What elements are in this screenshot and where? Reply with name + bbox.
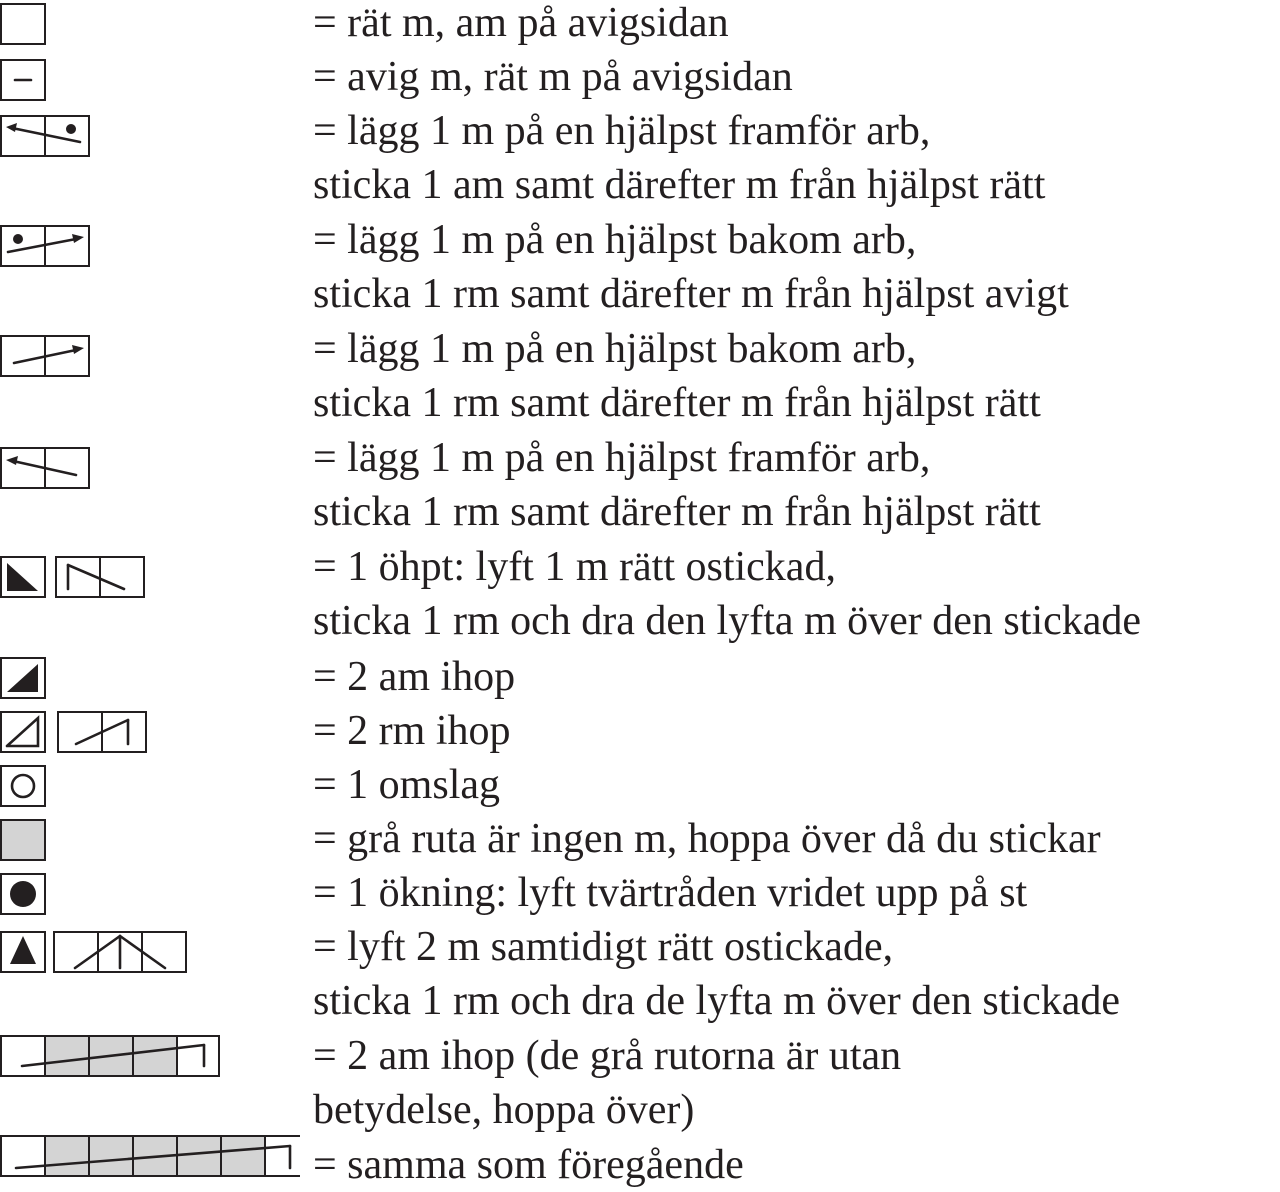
cross-front-purl-icon bbox=[0, 112, 300, 166]
legend-text-ssk-1: = 1 öhpt: lyft 1 m rätt ostickad, bbox=[313, 544, 836, 590]
legend-text-cdd-1: = lyft 2 m samtidigt rätt ostickade, bbox=[313, 924, 894, 970]
p2tog-wide-icon bbox=[0, 1032, 300, 1086]
increase-icon bbox=[0, 870, 300, 924]
legend-text-cross-front-knit-2: sticka 1 rm samt därefter m från hjälpst rätt bbox=[313, 489, 1041, 535]
cross-front-knit-icon bbox=[0, 444, 300, 498]
legend-text-cross-front-purl-1: = lägg 1 m på en hjälpst framför arb, bbox=[313, 108, 931, 154]
legend-text-p2tog-wide-1: = 2 am ihop (de grå rutorna är utan bbox=[313, 1033, 902, 1079]
ssk-decrease-icon bbox=[0, 553, 300, 607]
legend-text-purl: = avig m, rät m på avigsidan bbox=[313, 54, 793, 100]
legend-text-cross-back-knit-1: = lägg 1 m på en hjälpst bakom arb, bbox=[313, 326, 917, 372]
legend-text-yo: = 1 omslag bbox=[313, 762, 501, 808]
legend-text-ssk-2: sticka 1 rm och dra den lyfta m över den stickade bbox=[313, 598, 1142, 644]
legend-text-cross-back-purl-1: = lägg 1 m på en hjälpst bakom arb, bbox=[313, 217, 917, 263]
purl-stitch-icon bbox=[0, 56, 300, 110]
legend-text-cross-back-purl-2: sticka 1 rm samt därefter m från hjälpst avigt bbox=[313, 271, 1069, 317]
legend-text-cross-back-knit-2: sticka 1 rm samt därefter m från hjälpst rätt bbox=[313, 380, 1041, 426]
centered-double-decrease-icon bbox=[0, 928, 300, 982]
cross-back-knit-icon bbox=[0, 332, 300, 386]
legend-text-increase: = 1 ökning: lyft tvärtråden vridet upp på st bbox=[313, 870, 1028, 916]
legend-text-cdd-2: sticka 1 rm och dra de lyfta m över den stickade bbox=[313, 978, 1121, 1024]
legend-text-no-stitch: = grå ruta är ingen m, hoppa över då du stickar bbox=[313, 816, 1101, 862]
same-as-previous-icon bbox=[0, 1132, 300, 1186]
legend-text-p2tog: = 2 am ihop bbox=[313, 654, 516, 700]
legend-text-p2tog-wide-2: betydelse, hoppa över) bbox=[313, 1087, 695, 1133]
legend-text-cross-front-purl-2: sticka 1 am samt därefter m från hjälpst rätt bbox=[313, 162, 1046, 208]
no-stitch-icon bbox=[0, 816, 300, 870]
legend-text-k2tog: = 2 rm ihop bbox=[313, 708, 511, 754]
p2tog-icon bbox=[0, 654, 300, 708]
knit-stitch-icon bbox=[0, 0, 300, 54]
legend-text-same-as-previous: = samma som föregående bbox=[313, 1142, 744, 1188]
yarn-over-icon bbox=[0, 762, 300, 816]
legend-text-cross-front-knit-1: = lägg 1 m på en hjälpst framför arb, bbox=[313, 435, 931, 481]
k2tog-icon bbox=[0, 708, 300, 762]
legend-text-knit: = rät m, am på avigsidan bbox=[313, 0, 729, 46]
cross-back-purl-icon bbox=[0, 222, 300, 276]
